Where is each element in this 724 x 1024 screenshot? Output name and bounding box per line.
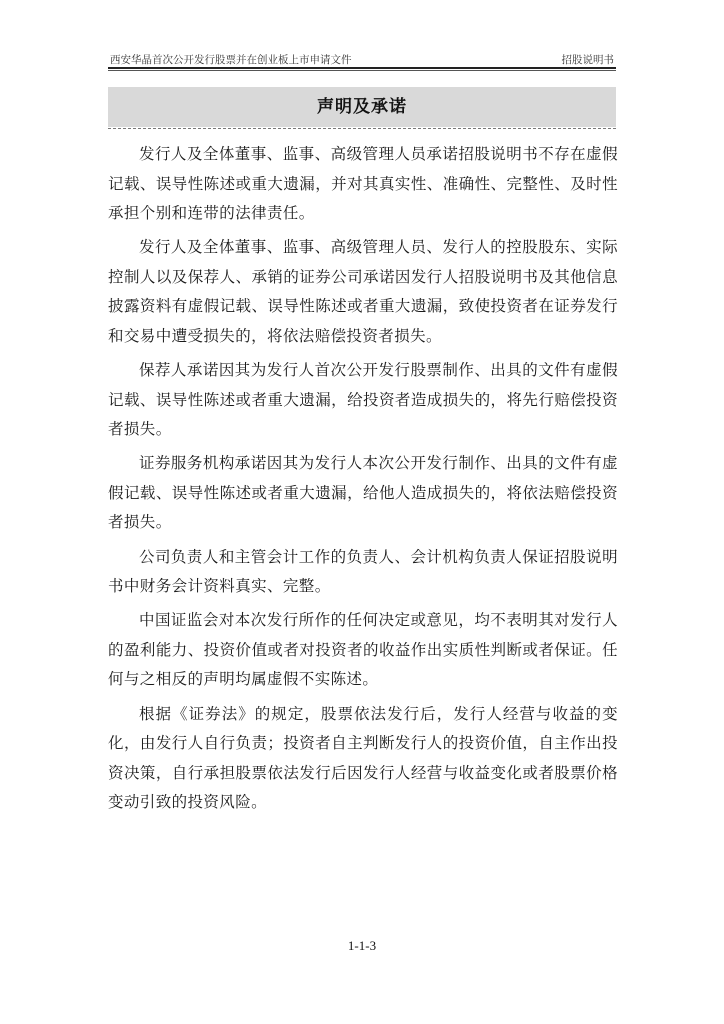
paragraph: 发行人及全体董事、监事、高级管理人员、发行人的控股股东、实际控制人以及保荐人、承销的证券公司承诺因发行人招股说明书及其他信息披露资料有虚假记载、误导性陈述或者重大遗漏，致使投资者在证券发行和交易中遭受损失的，将依法赔偿投资者损失。 xyxy=(108,238,618,345)
document-type: 招股说明书 xyxy=(561,54,614,66)
document-title: 西安华晶首次公开发行股票并在创业板上市申请文件 xyxy=(110,54,352,66)
paragraph: 中国证监会对本次发行所作的任何决定或意见，均不表明其对发行人的盈利能力、投资价值或者对投资者的收益作出实质性判断或者保证。任何与之相反的声明均属虚假不实陈述。 xyxy=(108,611,618,689)
section-divider xyxy=(108,128,616,129)
page-number: 1-1-3 xyxy=(347,938,377,953)
paragraph: 保荐人承诺因其为发行人首次公开发行股票制作、出具的文件有虚假记载、误导性陈述或者重大遗漏，给投资者造成损失的，将先行赔偿投资者损失。 xyxy=(108,361,618,439)
header-rule xyxy=(108,67,616,69)
paragraph: 证券服务机构承诺因其为发行人本次公开发行制作、出具的文件有虚假记载、误导性陈述或者重大遗漏，给他人造成损失的，将依法赔偿投资者损失。 xyxy=(108,454,618,532)
paragraph: 根据《证券法》的规定，股票依法发行后，发行人经营与收益的变化，由发行人自行负责；投资者自主判断发行人的投资价值，自主作出投资决策，自行承担股票依法发行后因发行人经营与收益变化或者股票价格变动引致的投资风险。 xyxy=(108,704,618,812)
body-text xyxy=(108,140,618,823)
paragraph: 发行人及全体董事、监事、高级管理人员承诺招股说明书不存在虚假记载、误导性陈述或重大遗漏，并对其真实性、准确性、完整性、及时性承担个别和连带的法律责任。 xyxy=(108,145,618,222)
page-header xyxy=(108,52,616,68)
header-rule-thin xyxy=(108,70,616,71)
section-banner xyxy=(108,87,616,127)
section-title: 声明及承诺 xyxy=(317,97,407,117)
paragraph: 公司负责人和主管会计工作的负责人、会计机构负责人保证招股说明书中财务会计资料真实、完整。 xyxy=(108,547,618,596)
